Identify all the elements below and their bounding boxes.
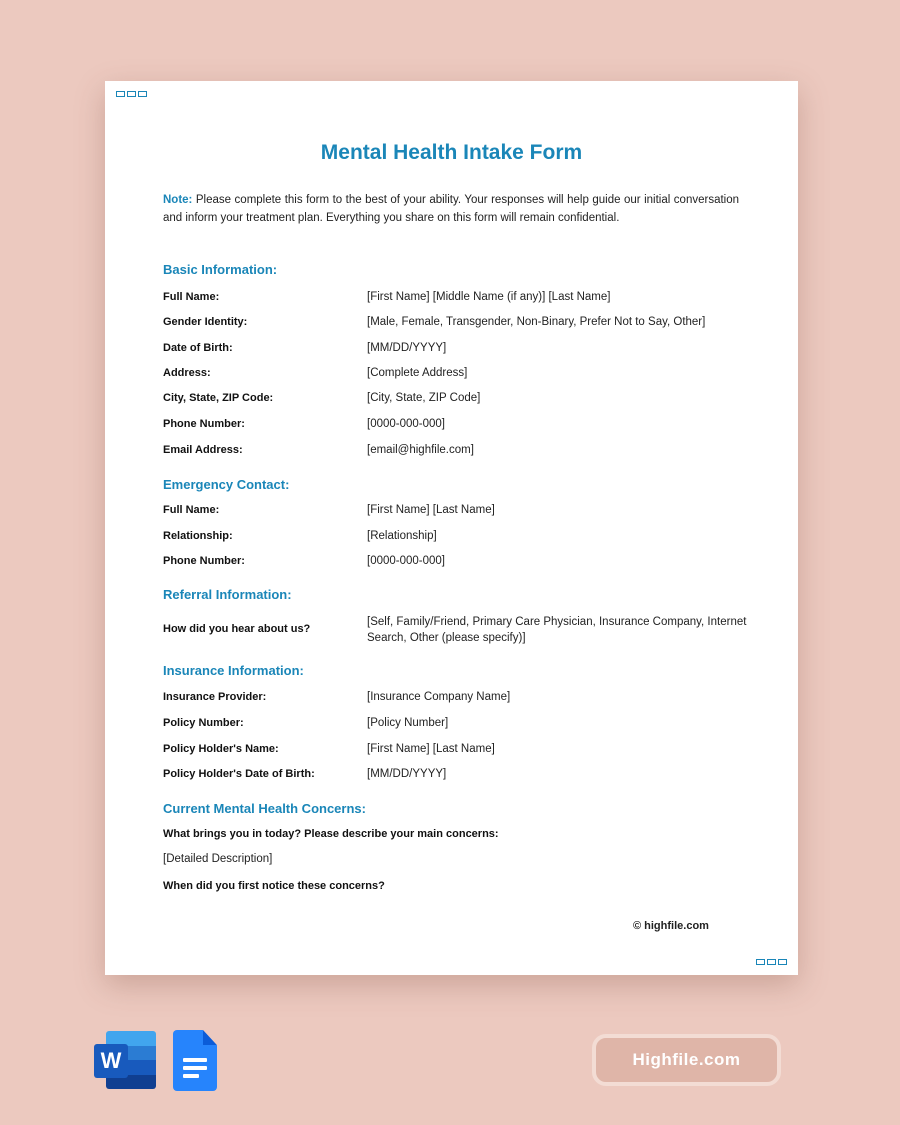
field-value[interactable]: [Policy Number]	[367, 717, 449, 729]
field-label: Relationship:	[163, 530, 233, 542]
field-label: Full Name:	[163, 504, 220, 516]
field-label: Gender Identity:	[163, 316, 248, 328]
section-referral-information: Referral Information:	[163, 587, 292, 602]
field-value[interactable]: [Self, Family/Friend, Primary Care Physician, Insurance Company, Internet Search, Other (please specify)]	[367, 616, 747, 644]
field-label: How did you hear about us?	[163, 623, 311, 635]
field-label: Phone Number:	[163, 418, 245, 430]
field-value[interactable]: [Insurance Company Name]	[367, 691, 511, 703]
field-label: Date of Birth:	[163, 342, 233, 354]
note-label: Note:	[163, 194, 193, 206]
field-label: Email Address:	[163, 444, 243, 456]
field-label: Address:	[163, 367, 211, 379]
field-value[interactable]: [First Name] [Middle Name (if any)] [Last Name]	[367, 291, 611, 303]
section-emergency-contact: Emergency Contact:	[163, 477, 290, 492]
field-value[interactable]: [MM/DD/YYYY]	[367, 342, 447, 354]
field-label: City, State, ZIP Code:	[163, 392, 274, 404]
document-page	[105, 81, 798, 975]
question-label: When did you first notice these concerns?	[163, 880, 385, 892]
corner-marks-icon	[756, 959, 787, 965]
corner-marks-icon	[116, 91, 147, 97]
field-value[interactable]: [Complete Address]	[367, 367, 468, 379]
field-value[interactable]: [Relationship]	[367, 530, 437, 542]
field-label: Full Name:	[163, 291, 220, 303]
answer-placeholder[interactable]: [Detailed Description]	[163, 853, 273, 865]
field-label: Insurance Provider:	[163, 691, 267, 703]
field-value[interactable]: [0000-000-000]	[367, 418, 446, 430]
copyright-text: © highfile.com	[633, 920, 709, 932]
word-letter: W	[94, 1044, 128, 1078]
note-paragraph	[163, 191, 739, 227]
highfile-brand-button[interactable]: Highfile.com	[592, 1034, 781, 1086]
field-label: Policy Number:	[163, 717, 244, 729]
page-title: Mental Health Intake Form	[320, 141, 583, 164]
question-label: What brings you in today? Please describe your main concerns:	[163, 828, 499, 840]
field-label: Policy Holder's Name:	[163, 743, 279, 755]
field-value[interactable]: [City, State, ZIP Code]	[367, 392, 481, 404]
field-value[interactable]: [0000-000-000]	[367, 555, 446, 567]
field-label: Phone Number:	[163, 555, 245, 567]
section-insurance-information: Insurance Information:	[163, 663, 304, 678]
field-value[interactable]: [email@highfile.com]	[367, 444, 474, 456]
field-label: Policy Holder's Date of Birth:	[163, 768, 315, 780]
microsoft-word-icon[interactable]	[94, 1031, 158, 1091]
field-value[interactable]: [First Name] [Last Name]	[367, 504, 495, 516]
section-current-concerns: Current Mental Health Concerns:	[163, 801, 366, 816]
field-value[interactable]: [First Name] [Last Name]	[367, 743, 495, 755]
section-basic-information: Basic Information:	[163, 262, 278, 277]
note-text: Please complete this form to the best of your ability. Your responses will help guide our initial conversation and inform your treatment plan. Everything you share on this form will remain confidential.	[163, 194, 739, 224]
google-docs-icon[interactable]	[173, 1030, 217, 1091]
field-value[interactable]: [Male, Female, Transgender, Non-Binary, Prefer Not to Say, Other]	[367, 316, 706, 328]
field-value[interactable]: [MM/DD/YYYY]	[367, 768, 447, 780]
